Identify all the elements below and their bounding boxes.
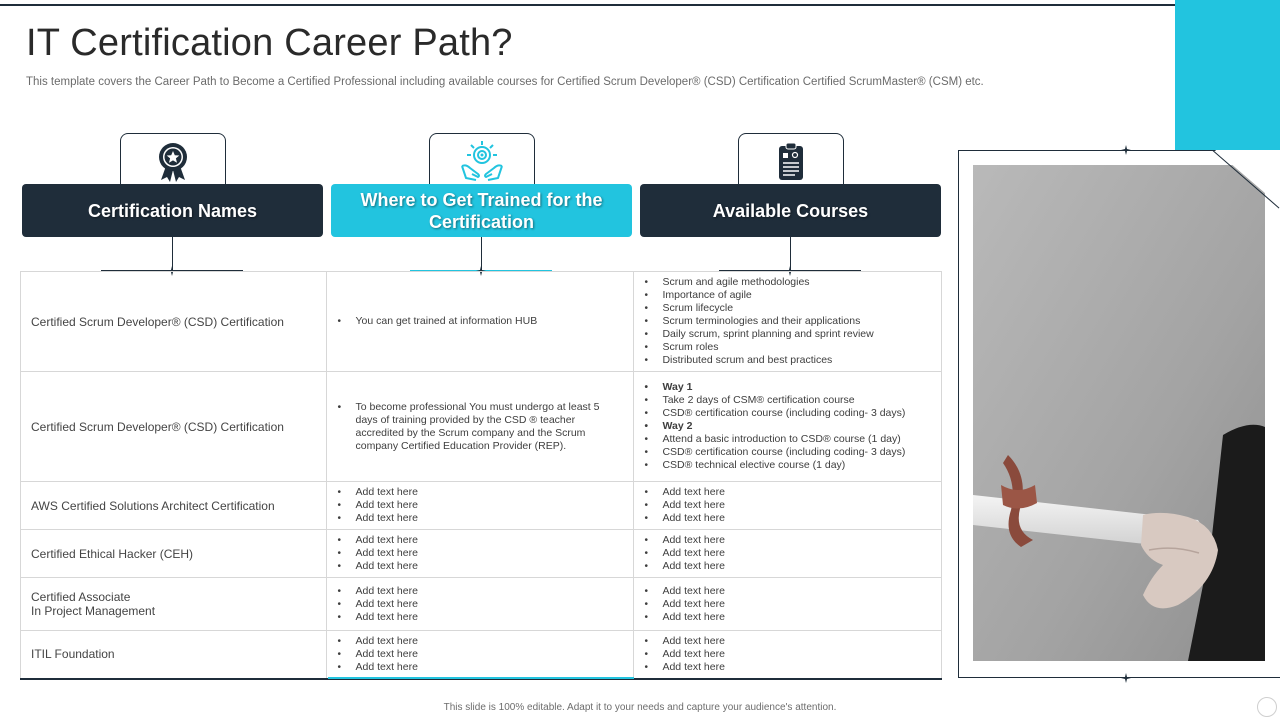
list-item: • Add text here [337, 648, 623, 661]
accent-block [1175, 0, 1280, 150]
cert-name-cell: ITIL Foundation [21, 631, 327, 679]
list-item: • Add text here [644, 534, 931, 547]
cert-name-cell: Certified Ethical Hacker (CEH) [21, 530, 327, 578]
list-item: • Add text here [644, 499, 931, 512]
sparkle-icon [1121, 145, 1131, 155]
table-row [21, 578, 942, 631]
list-item: • You can get trained at information HUB [337, 315, 623, 328]
list-item: • CSD® certification course (including coding- 3 days) [644, 446, 931, 459]
list-item: • Way 1 [644, 381, 931, 394]
table-row [21, 272, 942, 372]
list-item: • Add text here [644, 635, 931, 648]
courses-cell [634, 272, 942, 372]
list-item: • Scrum and agile methodologies [644, 276, 931, 289]
list-item: • Add text here [337, 547, 623, 560]
list-item: • Distributed scrum and best practices [644, 354, 931, 367]
list-item: • Scrum roles [644, 341, 931, 354]
certification-table [20, 271, 942, 680]
list-item: • Daily scrum, sprint planning and sprint review [644, 328, 931, 341]
list-item: • Take 2 days of CSM® certification course [644, 394, 931, 407]
list-item: • Add text here [644, 585, 931, 598]
list-item: • Add text here [337, 585, 623, 598]
trained-cell [327, 578, 634, 631]
trained-cell [327, 530, 634, 578]
tab-certification-names [120, 133, 226, 189]
courses-cell [634, 482, 942, 530]
list-item: • Add text here [644, 598, 931, 611]
header-available-courses: Available Courses [640, 184, 941, 237]
list-item: • Add text here [337, 560, 623, 573]
table-row [21, 482, 942, 530]
list-item: • Attend a basic introduction to CSD® course (1 day) [644, 433, 931, 446]
list-item: • Add text here [337, 486, 623, 499]
list-item: • Add text here [337, 499, 623, 512]
list-item: • Add text here [644, 661, 931, 674]
clipboard-certificate-icon [771, 140, 811, 184]
list-item: • CSD® technical elective course (1 day) [644, 459, 931, 472]
header-certification-names: Certification Names [22, 184, 323, 237]
courses-cell [634, 372, 942, 482]
cert-name-cell: Certified Scrum Developer® (CSD) Certification [21, 372, 327, 482]
page-title: IT Certification Career Path? [26, 22, 513, 64]
tab-where-trained [429, 133, 535, 189]
column-accent-underline [328, 677, 634, 679]
list-item: • Add text here [644, 547, 931, 560]
page-subtitle: This template covers the Career Path to Become a Certified Professional including available courses for Certified Scrum Developer® (CSD) Certification Certified ScrumMaster® (CSM) etc. [26, 76, 984, 88]
diploma-scroll-image [973, 165, 1265, 661]
courses-cell [634, 631, 942, 679]
photo-corner-cut [1215, 150, 1280, 206]
table-row [21, 631, 942, 679]
list-item: • Add text here [337, 512, 623, 525]
nav-circle-button[interactable] [1257, 697, 1277, 717]
list-item: • To become professional You must undergo at least 5 days of training provided by the CSD ® teacher accredited by the Scrum company and the Scrum company Certified Education Provider (REP). [337, 401, 617, 453]
courses-cell [634, 578, 942, 631]
header-where-trained: Where to Get Trained for the Certification [331, 184, 632, 237]
cert-name-cell: Certified Scrum Developer® (CSD) Certification [21, 272, 327, 372]
trained-cell [327, 482, 634, 530]
sparkle-icon [1121, 673, 1131, 683]
list-item: • Add text here [644, 611, 931, 624]
list-item: • Add text here [337, 611, 623, 624]
trained-cell [327, 272, 634, 372]
trained-cell [327, 631, 634, 679]
cert-name-cell: Certified Associate In Project Management [21, 578, 327, 631]
list-item: • CSD® certification course (including coding- 3 days) [644, 407, 931, 420]
list-item: • Scrum terminologies and their applications [644, 315, 931, 328]
list-item: • Importance of agile [644, 289, 931, 302]
list-item: • Scrum lifecycle [644, 302, 931, 315]
hands-target-icon [458, 140, 506, 184]
table-row [21, 372, 942, 482]
list-item: • Add text here [644, 486, 931, 499]
list-item: • Add text here [337, 598, 623, 611]
list-item: • Way 2 [644, 420, 931, 433]
cert-name-cell: AWS Certified Solutions Architect Certification [21, 482, 327, 530]
award-ribbon-icon [151, 140, 195, 184]
list-item: • Add text here [337, 661, 623, 674]
footer-note: This slide is 100% editable. Adapt it to your needs and capture your audience's attention. [443, 702, 837, 713]
trained-cell [327, 372, 634, 482]
list-item: • Add text here [337, 635, 623, 648]
table-row [21, 530, 942, 578]
list-item: • Add text here [337, 534, 623, 547]
courses-cell [634, 530, 942, 578]
top-rule [0, 4, 1175, 6]
list-item: • Add text here [644, 560, 931, 573]
list-item: • Add text here [644, 648, 931, 661]
list-item: • Add text here [644, 512, 931, 525]
tab-available-courses [738, 133, 844, 189]
